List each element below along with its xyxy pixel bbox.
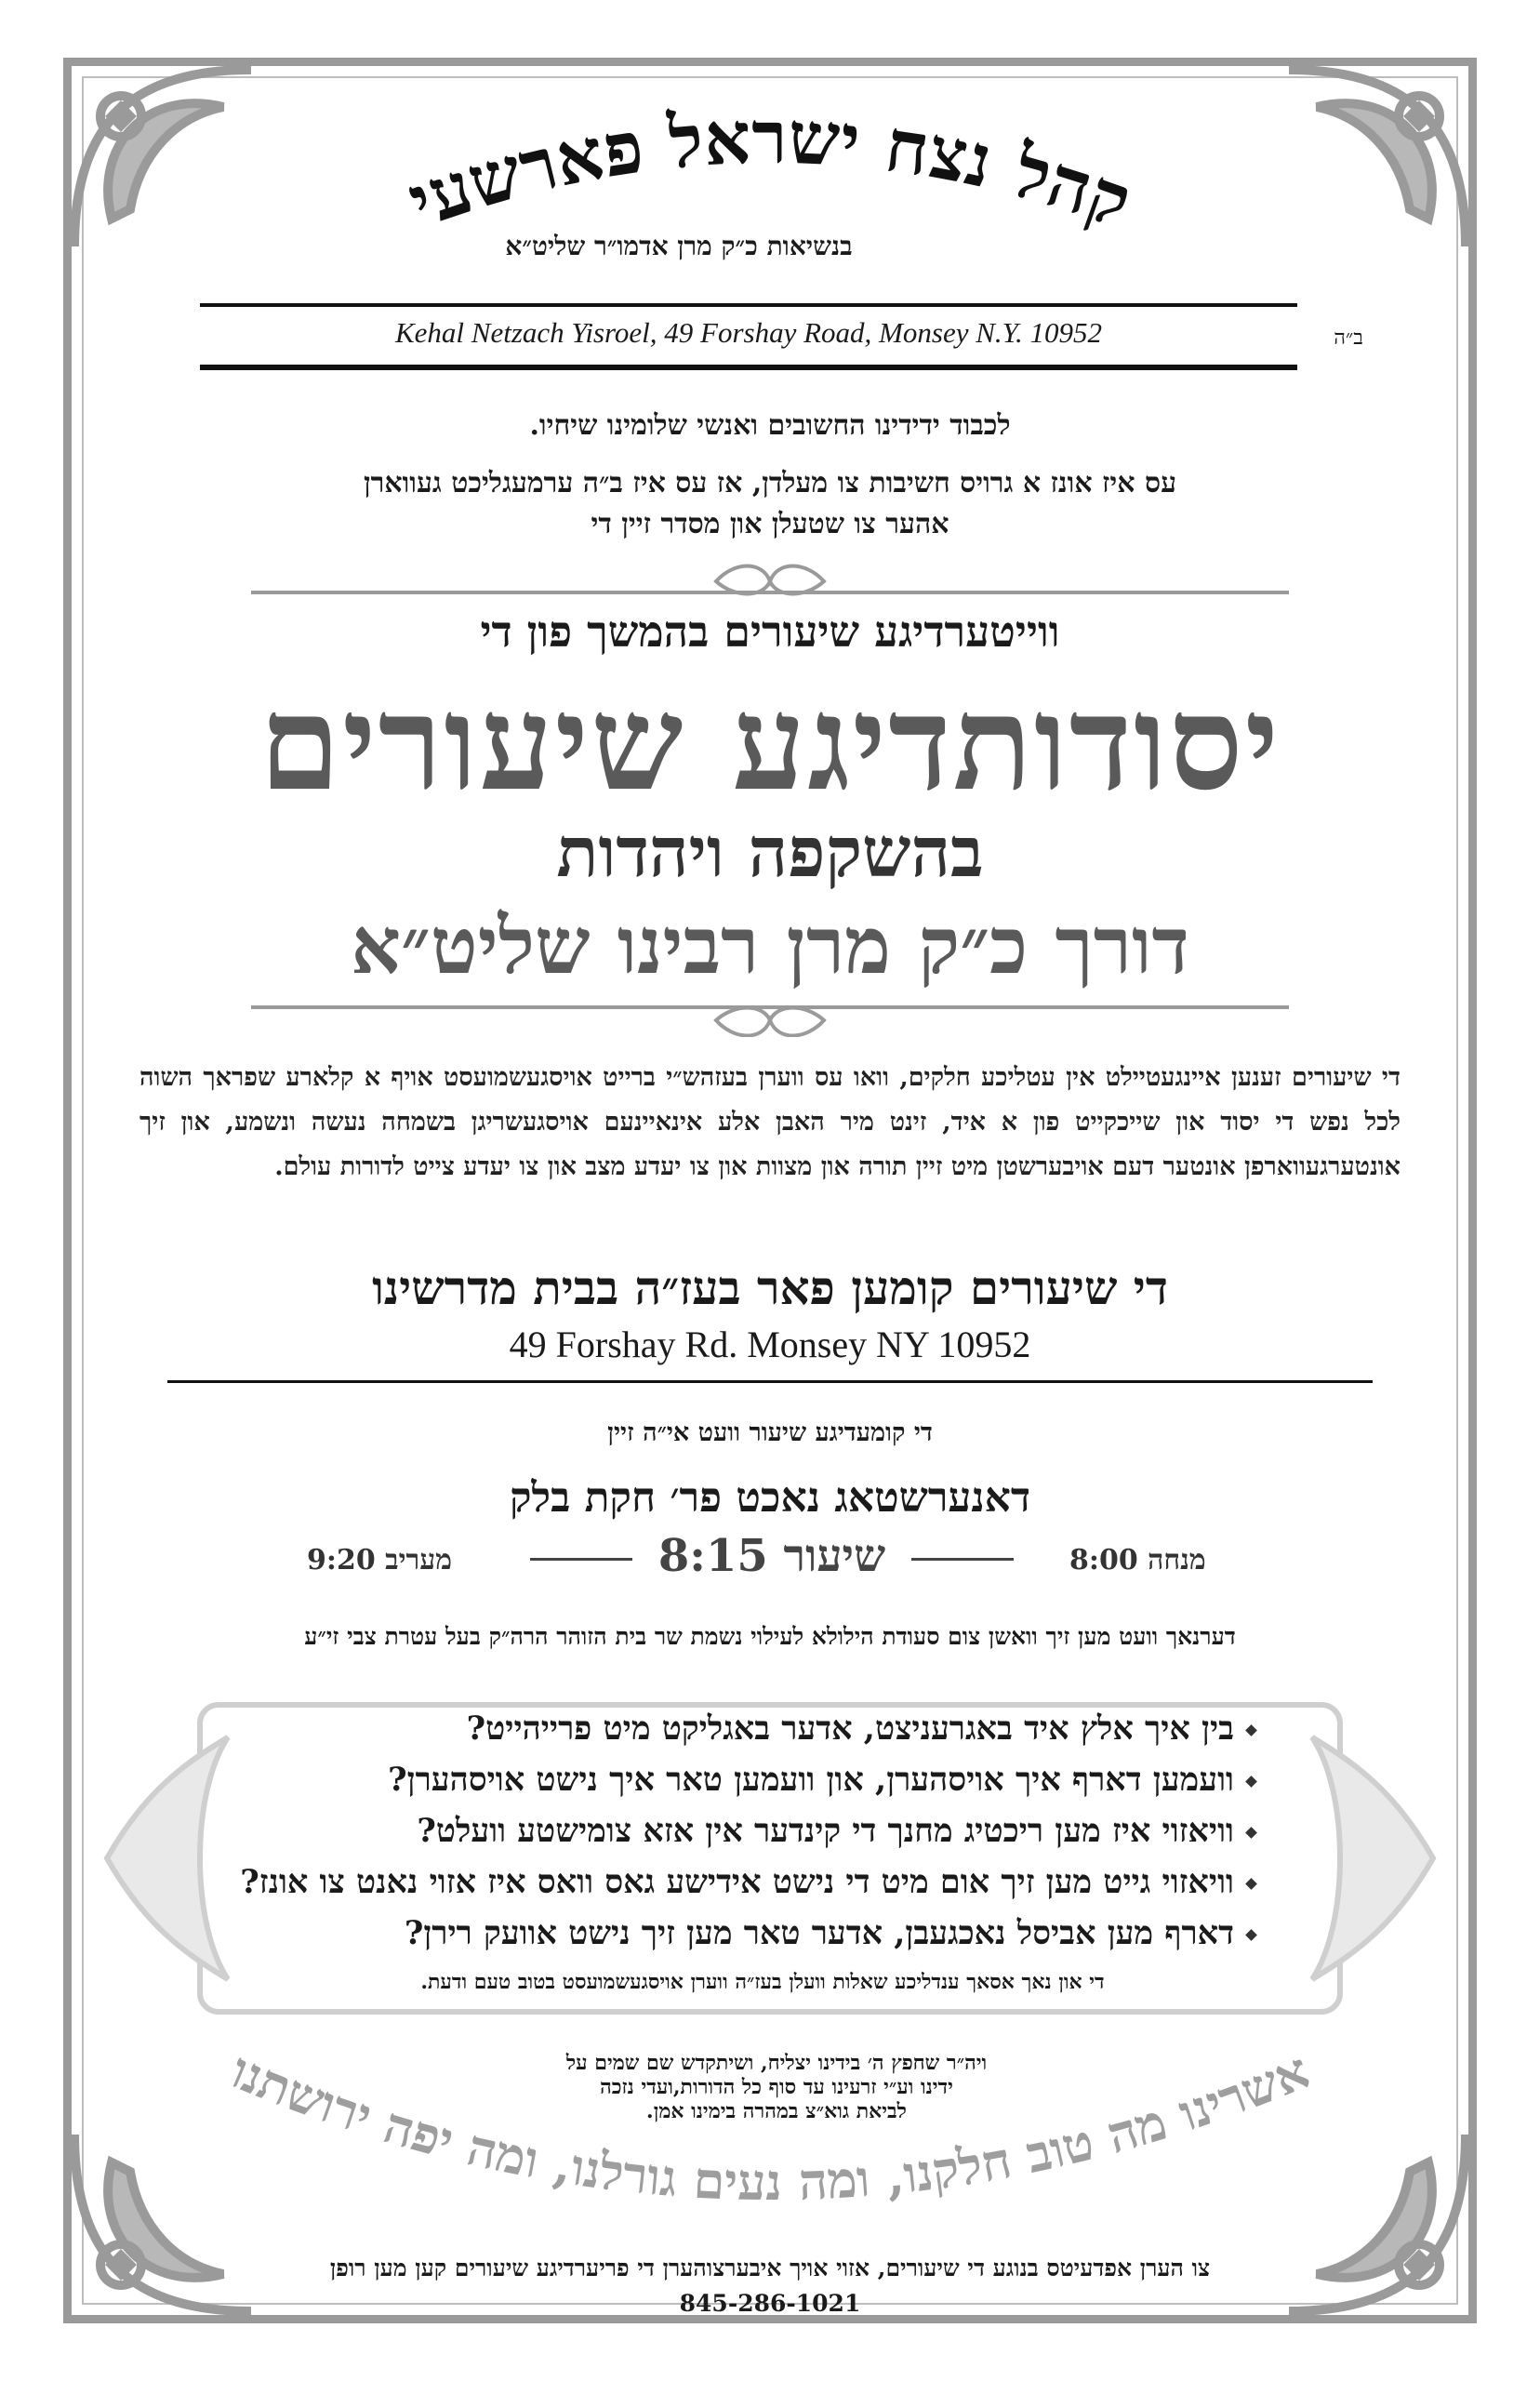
location-hebrew: די שיעורים קומען פאר בעז״ה בבית מדרשינו — [372, 1260, 1168, 1315]
question-text: בין איך אלץ איד באגרעניצט, אדער באגליקט מיט פרייהייט? — [466, 1709, 1234, 1748]
description-paragraph — [139, 1056, 1401, 1190]
intro-line-2: אהער צו שטעלן און מסדר זיין די — [591, 508, 949, 540]
description-text-1: וואו עס ווערן בעזהש״י ברייט אויסגעשמועסט אויף א קלארע שפראך השוה לכל נפש — [139, 1063, 1401, 1137]
maariv-label: מעריב — [385, 1544, 452, 1576]
bh-mark: ב״ה — [1334, 326, 1363, 350]
bullet-icon — [1245, 1724, 1257, 1736]
topic-presenter: דורך כ״ק מרן רבינו שליט״א — [351, 899, 1189, 991]
svg-text:אשרינו מה טוב חלקנו, ומה נעים — [222, 2041, 1317, 2212]
bullet-icon — [1245, 1929, 1257, 1941]
question-item — [270, 1761, 1255, 1799]
organization-name: קהל נצח ישראל פארשעי — [397, 95, 1142, 246]
blessing-line: לביאת גוא״צ במהרה בימינו אמן. — [646, 2099, 907, 2123]
maariv-value: 9:20 — [307, 1544, 376, 1576]
organization-subtitle: בנשיאות כ״ק מרן אדמו״ר שליט״א — [505, 231, 853, 261]
description-bold-2: די יסוד און שייכקייט פון א איד, — [942, 1108, 1294, 1137]
mincha-time — [1069, 1544, 1206, 1576]
divider-ornament-top — [251, 563, 1289, 600]
bullet-icon — [1245, 1827, 1257, 1839]
meal-note: דערנאך וועט מען זיך וואשן צום סעודת הילולא לעילוי נשמת שר בית הזוהר הרה״ק בעל עטרת צבי זי״ע — [304, 1623, 1236, 1650]
shiur-time — [530, 1530, 1014, 1586]
intro-line-1: עס איז אונז א גרויס חשיבות צו מעלדן, אז עס איז ב״ה ערמעגליכט געווארן — [363, 467, 1177, 499]
bullet-icon — [1245, 1776, 1257, 1788]
blessing-line: ידינו וע״י זרעינו עד סוף כל הדורות,ועדי נזכה — [600, 2075, 953, 2099]
topic-subtitle: בהשקפה ויהדות — [556, 813, 984, 893]
question-text: וועמען דארף איך אויסהערן, און וועמען טאר איך נישט אויסהערן? — [388, 1761, 1234, 1799]
corner-ornament-top-left — [56, 51, 270, 265]
contact-line: צו הערן אפדעיטס בנוגע די שיעורים, אזוי אויך איבערצוהערן די פריערדיגע שיעורים קען מען רופן — [329, 2255, 1211, 2281]
section-rule — [167, 1380, 1373, 1383]
verse-arc — [186, 2018, 1354, 2251]
question-item — [270, 1914, 1255, 1952]
questions-note: די און נאך אסאך ענדליכע שאלות וועלן בעז״ה ווערן אויסגעשמועסט בטוב טעם ודעת. — [420, 1970, 1105, 1994]
corner-ornament-top-right — [1270, 51, 1484, 265]
svg-text:קהל נצח ישראל פארשעי — [398, 96, 1142, 245]
divider-ornament-bottom — [251, 1000, 1289, 1037]
topic-intro: ווייטערדיגע שיעורים בהמשך פון די — [480, 606, 1060, 657]
shiur-text — [530, 1530, 1014, 1582]
address-line: Kehal Netzach Yisroel, 49 Forshay Road, Monsey N.Y. 10952 — [394, 316, 1103, 349]
dash-right — [911, 1558, 1014, 1561]
mincha-label: מנחה — [1148, 1544, 1206, 1576]
shiur-label: שיעור — [783, 1530, 886, 1582]
mincha-value: 8:00 — [1069, 1544, 1138, 1576]
verse-text: אשרינו מה טוב חלקנו, ומה נעים גורלנו, ומה יפה ירושתנו — [222, 2040, 1318, 2213]
question-text: וויאזוי איז מען ריכטיג מחנך די קינדער אין אזא צומישטע וועלט? — [417, 1812, 1234, 1850]
question-text: וויאזוי גייט מען זיך אום מיט די נישט אידישע גאס וואס איז אזוי נאנט צו אונז? — [240, 1863, 1234, 1901]
topic-title: יסודותדיגע שיעורים — [259, 668, 1281, 820]
next-shiur-note: די קומעדיגע שיעור וועט אי״ה זיין — [607, 1418, 933, 1447]
description-bold-1: די שיעורים זענען איינגעטיילט אין עטליכע חלקים, — [899, 1063, 1401, 1092]
question-item — [240, 1863, 1255, 1901]
header-rule-bottom — [200, 365, 1297, 370]
question-item — [270, 1709, 1255, 1748]
question-text: דארף מען אביסל נאכגעבן, אדער טאר מען זיך נישט אוועק רירן? — [404, 1914, 1234, 1952]
maariv-time — [307, 1544, 452, 1576]
phone-number: 845-286-1021 — [679, 2290, 861, 2317]
header-rule-top — [200, 303, 1297, 307]
greeting: לכבוד ידידינו החשובים ואנשי שלומינו שיחיו. — [529, 409, 1011, 442]
blessing-line: ויה״ר שחפץ ה׳ בידינו יצליח, ושיתקדש שם שמים על — [565, 2051, 988, 2075]
question-item — [270, 1812, 1255, 1850]
next-shiur-day: דאנערשטאג נאכט פר׳ חקת בלק — [509, 1474, 1031, 1522]
shiur-value: 8:15 — [657, 1530, 768, 1582]
location-english: 49 Forshay Rd. Monsey NY 10952 — [509, 1324, 1031, 1365]
description-text-2: זינט מיר האבן אלע אינאיינעם אויסגעשריגן בשמחה נעשה ונשמע, און זיך אונטערגעווארפן אונטער דעם אויבערשטן מיט זיין תורה און מצוות און צו יעדע מצב און צו יעדע צייט לדורות עולם. — [139, 1108, 1401, 1181]
bullet-icon — [1245, 1878, 1257, 1890]
